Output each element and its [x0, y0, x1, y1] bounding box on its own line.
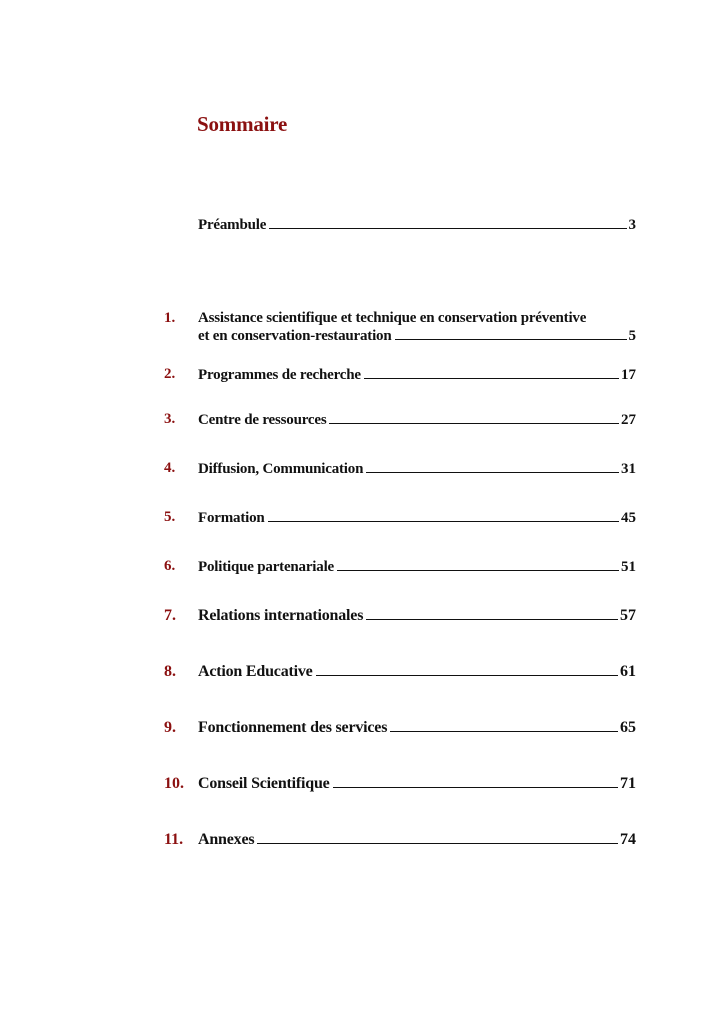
toc-leader	[269, 216, 626, 229]
toc-label: Annexes	[198, 831, 255, 848]
toc-page-number: 71	[620, 775, 636, 792]
toc-number: 3.	[164, 411, 176, 427]
toc-label: Action Educative	[198, 663, 313, 680]
toc-line	[198, 558, 636, 576]
toc-leader	[390, 719, 618, 732]
toc-line	[198, 719, 636, 736]
toc-page-number: 27	[621, 412, 636, 428]
toc-page-number: 51	[621, 559, 636, 575]
toc-label: Formation	[198, 510, 265, 526]
toc-line	[198, 411, 636, 429]
toc-page-number: 31	[621, 461, 636, 477]
toc-page-number: 57	[620, 607, 636, 624]
toc-number: 8.	[164, 663, 176, 680]
toc-leader	[366, 460, 619, 473]
toc-page-number: 61	[620, 663, 636, 680]
toc-label: Fonctionnement des services	[198, 719, 388, 736]
toc-line	[198, 460, 636, 478]
toc-label: Préambule	[198, 217, 267, 233]
toc-number: 2.	[164, 366, 176, 382]
toc-leader	[364, 366, 619, 379]
toc-label-first-line: Assistance scientifique et technique en conservation préventive	[198, 310, 587, 326]
toc-page-number: 65	[620, 719, 636, 736]
toc-number: 9.	[164, 719, 176, 736]
toc-line	[198, 509, 636, 527]
toc-number: 4.	[164, 460, 176, 476]
toc-number: 6.	[164, 558, 176, 574]
toc-leader	[333, 775, 618, 788]
toc-number: 5.	[164, 509, 176, 525]
toc-label: Programmes de recherche	[198, 367, 361, 383]
toc-page-number: 5	[628, 328, 636, 344]
toc-line	[198, 607, 636, 624]
toc-page-number: 17	[621, 367, 636, 383]
toc-leader	[329, 411, 619, 424]
toc-line	[198, 831, 636, 848]
toc-label: et en conservation-restauration	[198, 328, 392, 344]
page-title: Sommaire	[197, 112, 288, 136]
toc-line	[198, 775, 636, 792]
toc-number: 11.	[164, 831, 184, 848]
toc-leader	[268, 509, 619, 522]
toc-label: Conseil Scientifique	[198, 775, 330, 792]
toc-leader	[366, 607, 618, 620]
toc-label: Relations internationales	[198, 607, 364, 624]
toc-page-number: 45	[621, 510, 636, 526]
toc-line	[198, 216, 636, 234]
toc-number: 1.	[164, 310, 176, 326]
toc-line	[198, 327, 636, 345]
toc-leader	[337, 558, 619, 571]
toc-number: 7.	[164, 607, 176, 624]
toc-leader	[395, 327, 627, 340]
toc-line	[198, 366, 636, 384]
toc-label: Centre de ressources	[198, 412, 327, 428]
toc-page-number: 3	[628, 217, 636, 233]
toc-leader	[257, 831, 618, 844]
toc-page-number: 74	[620, 831, 636, 848]
toc-label: Politique partenariale	[198, 559, 334, 575]
toc-number: 10.	[164, 775, 184, 792]
toc-label: Diffusion, Communication	[198, 461, 364, 477]
toc-line-first	[198, 310, 636, 327]
toc-line	[198, 663, 636, 680]
toc-leader	[316, 663, 618, 676]
